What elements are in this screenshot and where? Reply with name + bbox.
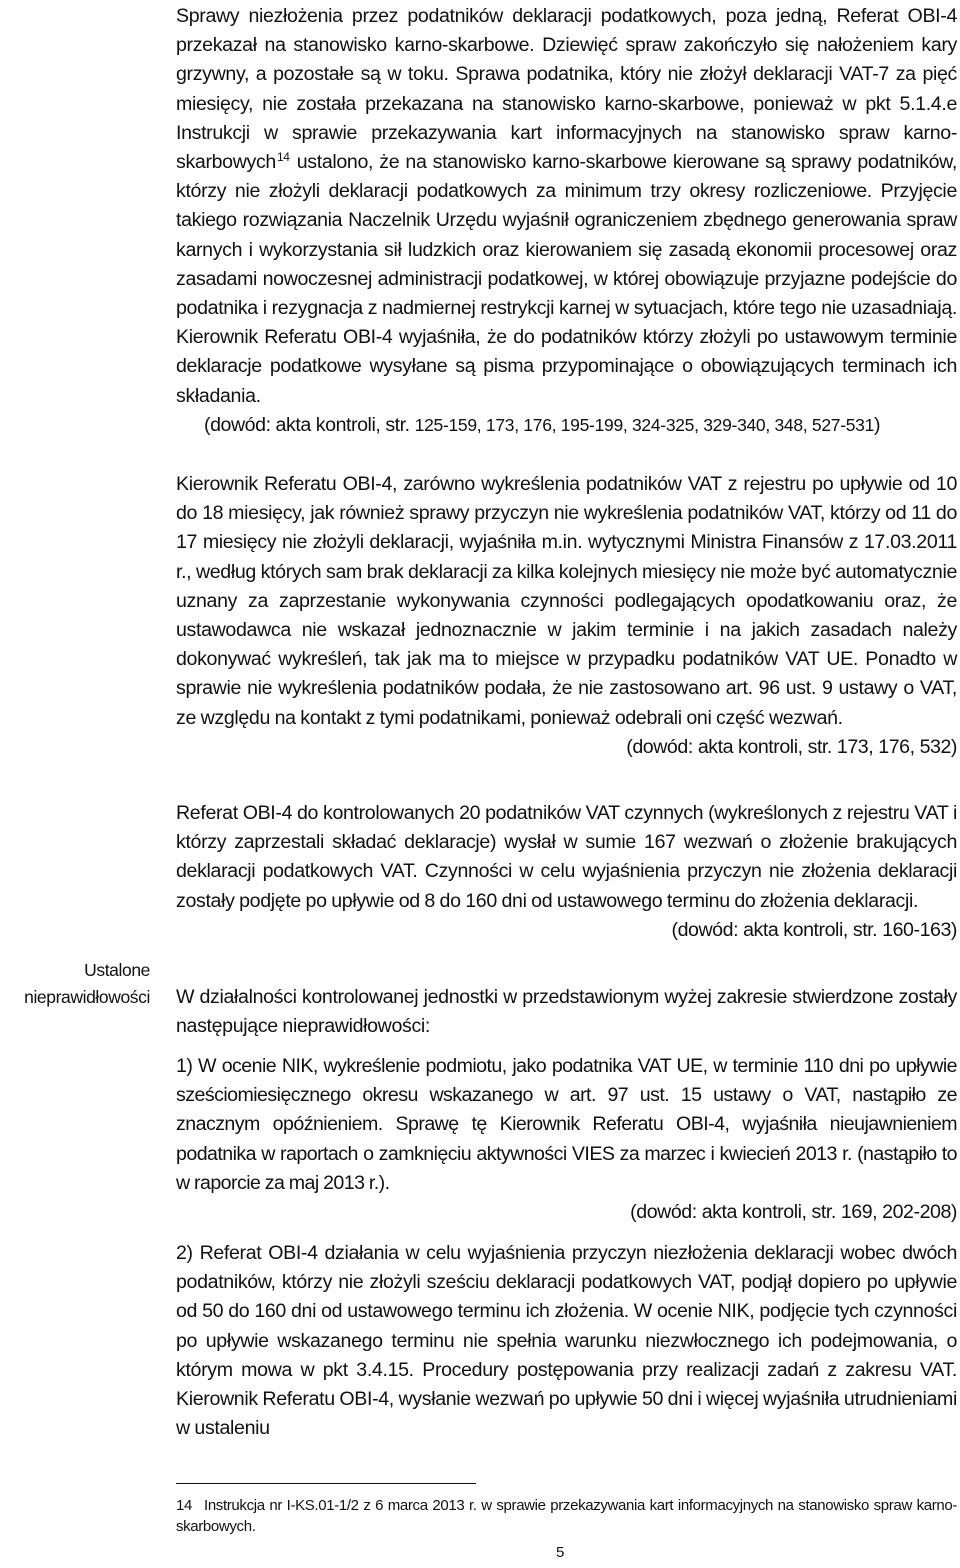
margin-label-line1: Ustalone [84,960,150,980]
footnote-reference[interactable]: 14 [276,150,290,165]
footnote [176,1495,957,1537]
margin-label-irregularities [0,957,150,1011]
paragraph-text-part2: ustalono, że na stanowisko karno-skarbowe kierowane są sprawy podatników, którzy nie złożyli deklaracji podatkowych za minimum trzy okresy rozliczeniowe. Przyjęcie takiego rozwiązania Naczelnik Urzędu wyjaśnił ograniczeniem zbędnego generowania spraw karnych i wykorzystania sił ludzkich oraz kierowaniem się zasadą ekonomii procesowej oraz zasadami nowoczesnej administracji podatkowej, w której obowiązuje przyjazne podejście do podatnika i rezygnacja z nadmiernej restrykcji karnej w sytuacjach, które tego nie uzasadniają. Kierownik Referatu OBI-4 wyjaśniła, że do podatników którzy złożyli po ustawowym terminie deklaracje podatkowe wysyłane są pisma przypominające o obowiązujących terminach ich składania. [176,151,957,407]
irregularity-item-1 [176,1052,957,1227]
paragraph-text: Kierownik Referatu OBI-4, zarówno wykreślenia podatników VAT z rejestru po upływie od 10 do 18 miesięcy, jak również sprawy przyczyn nie wykreślenia podatników VAT, którzy od 11 do 17 miesięcy nie złożyli deklaracji, wyjaśniła m.in. wytycznymi Ministra Finansów z 17.03.2011 r., według których sam brak deklaracji za kilka kolejnych miesięcy nie może być automatycznie uznany za zaprzestanie wykonywania czynności podlegających opodatkowaniu oraz, że ustawodawca nie wskazał jednoznacznie w jakim terminie i na jakich zasadach należy dokonywać wykreśleń, tak jak ma to miejsce w przypadku podatników VAT UE. Ponadto w sprawie nie wykreślenia podatników podała, że nie zastosowano art. 96 ust. 9 ustawy o VAT, ze względu na kontakt z tymi podatnikami, ponieważ odebrali oni część wezwań. [176,473,957,729]
page-number: 5 [556,1544,565,1561]
paragraph-text: 1) W ocenie NIK, wykreślenie podmiotu, jako podatnika VAT UE, w terminie 110 dni po upływie sześciomiesięcznego okresu wskazanego w art. 97 ust. 15 ustawy o VAT, nastąpiło ze znacznym opóźnieniem. Sprawę tę Kierownik Referatu OBI-4, wyjaśniła nieujawnieniem podatnika w raportach o zamknięciu aktywności VIES za marzec i kwiecień 2013 r. (nastąpiło to w raporcie za maj 2013 r.). [176,1055,957,1194]
evidence-reference: (dowód: akta kontroli, str. 173, 176, 532) [626,735,957,758]
paragraph-text [176,2,957,411]
evidence-reference: (dowód: akta kontroli, str. 169, 202-208) [630,1201,957,1224]
paragraph-text: Referat OBI-4 do kontrolowanych 20 podatników VAT czynnych (wykreślonych z rejestru VAT i którzy zaprzestali składać deklaracje) wysłał w sumie 167 wezwań o złożenie brakujących deklaracji podatkowych VAT. Czynności w celu wyjaśnienia przyczyn nie złożenia deklaracji zostały podjęte po upływie od 8 do 160 dni od ustawowego terminu do złożenia deklaracji. [176,802,957,912]
paragraph-text: W działalności kontrolowanej jednostki w przedstawionym wyżej zakresie stwierdzone zostały następujące nieprawidłowości: [176,986,957,1038]
paragraph-criminal-fiscal-referral [176,2,957,440]
paragraph-summons [176,799,957,945]
footnote-number: 14 [176,1497,192,1514]
paragraph-text: 2) Referat OBI-4 działania w celu wyjaśnienia przyczyn niezłożenia deklaracji wobec dwóch podatników, którzy nie złożyli sześciu deklaracji podatkowych VAT, podjął dopiero po upływie od 50 do 160 dni od ustawowego terminu ich złożenia. W ocenie NIK, podjęcie tych czynności po upływie wskazanego terminu nie spełnia warunku niezwłocznego ich podejmowania, o którym mowa w pkt 3.4.15. Procedury postępowania przy realizacji zadań z zakresu VAT. Kierownik Referatu OBI-4, wysłanie wezwań po upływie 50 dni i więcej wyjaśniła utrudnieniami w ustaleniu [176,1242,957,1440]
paragraph-deregistration-explanation [176,470,957,762]
footnote-separator [176,1483,476,1484]
paragraph-text-part1: Sprawy niezłożenia przez podatników deklaracji podatkowych, poza jedną, Referat OBI-4 przekazał na stanowisko karno-skarbowe. Dziewięć spraw zakończyło się nałożeniem kary grzywny, a pozostałe są w toku. Sprawa podatnika, który nie złożył deklaracji VAT-7 za pięć miesięcy, nie została przekazana na stanowisko karno-skarbowe, ponieważ w pkt 5.1.4.e Instrukcji w sprawie przekazywania kart informacyjnych na stanowisko spraw karno-skarbowych [176,5,957,174]
evidence-reference: (dowód: akta kontroli, str. 160-163) [671,918,957,941]
irregularity-item-2 [176,1239,957,1443]
evidence-pages: 125-159, 173, 176, 195-199, 324-325, 329-340, 348, 527-531 [414,414,875,435]
margin-label-line2: nieprawidłowości [24,987,150,1007]
footnote-text: Instrukcja nr I-KS.01-1/2 z 6 marca 2013 r. w sprawie przekazywania kart informacyjnych na stanowisko spraw karno-skarbowych. [176,1497,957,1535]
paragraph-irregularities-intro [176,983,957,1041]
evidence-reference: (dowód: akta kontroli, str. 125-159, 173, 176, 195-199, 324-325, 329-340, 348, 527-531) [204,413,881,436]
